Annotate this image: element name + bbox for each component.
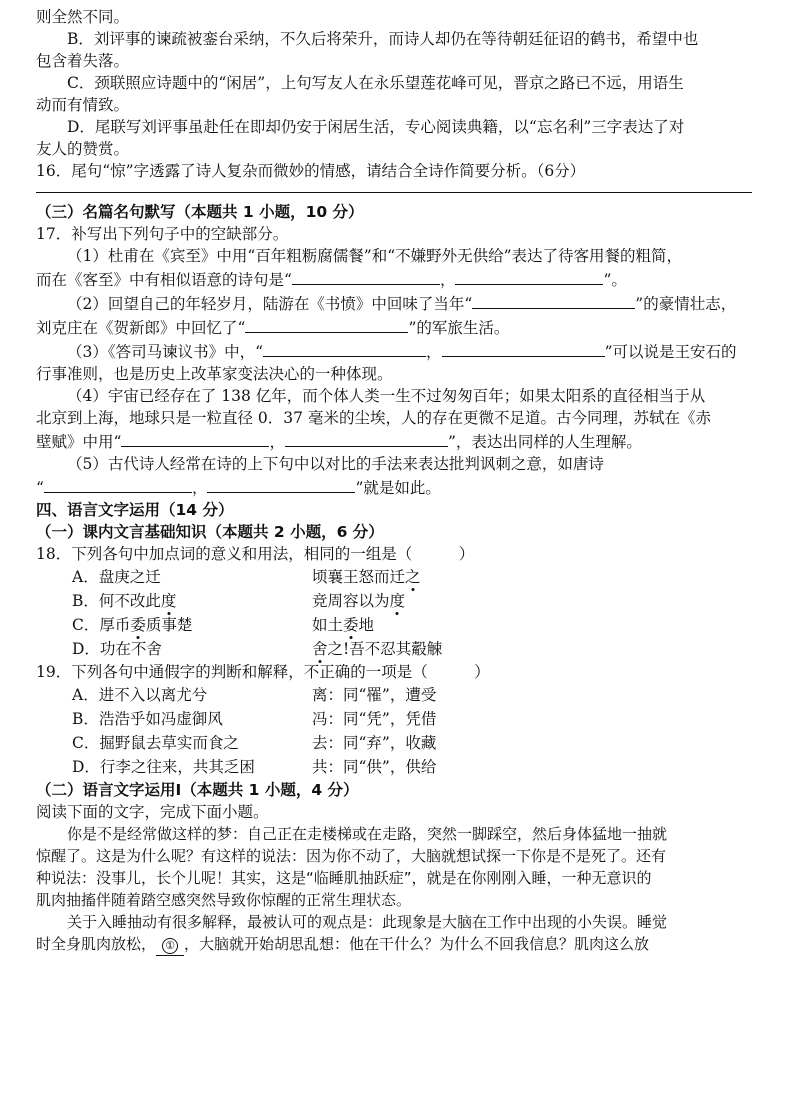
q15-option-c-cont: 动而有情致。	[36, 96, 130, 114]
passage-line: 关于入睡抽动有很多解释，最被认可的观点是：此现象是大脑在工作中出现的小失误。睡觉	[67, 913, 668, 931]
q17-3-blank-a[interactable]	[263, 339, 426, 357]
q17-4-blank-a[interactable]	[121, 429, 269, 447]
q19-option-c[interactable]: C．掘野鼠去草实而食之 去：同“弃”，收藏	[72, 734, 437, 752]
emphasis-dot-char: 舍	[312, 640, 328, 658]
q18-option-d[interactable]: D．功在不舍 舍之!吾不忍其觳觫	[72, 640, 443, 658]
q17-2-blank-a[interactable]	[472, 291, 635, 309]
q17-item1: （1）杜甫在《宾至》中用“百年粗粝腐儒餐”和“不嫌野外无供给”表达了待客用餐的粗简，	[67, 247, 683, 265]
q17-5-blank-b[interactable]	[207, 475, 355, 493]
q19-option-d[interactable]: D．行李之往来，共其乏困 共：同“供”，供给	[72, 758, 437, 776]
q16-stem: 16．尾句“惊”字透露了诗人复杂而微妙的情感，请结合全诗作简要分析。（6分）	[36, 162, 586, 180]
passage-line: 你是不是经常做这样的梦：自己正在走楼梯或在走路，突然一脚踩空，然后身体猛地一抽就	[67, 825, 668, 843]
subsection2-heading: （二）语言文字运用Ⅰ（本题共 1 小题，4 分）	[36, 781, 359, 799]
emphasis-dot-char: 度	[160, 592, 177, 610]
q15-option-b: B．刘评事的谏疏被銮台采纳，不久后将荣升，而诗人却仍在等待朝廷征诏的鹤书，希望中也	[67, 30, 699, 48]
q17-4-blank-b[interactable]	[285, 429, 448, 447]
blank-1-marker[interactable]: ①	[156, 933, 184, 956]
q17-1-blank-b[interactable]	[455, 267, 603, 285]
emphasis-dot-char: 委	[130, 616, 146, 634]
q17-1-blank-a[interactable]	[292, 267, 440, 285]
emphasis-dot-char: 度	[389, 592, 406, 610]
q17-stem: 17．补写出下列句子中的空缺部分。	[36, 225, 289, 243]
q20-intro: 阅读下面的文字，完成下面小题。	[36, 803, 269, 821]
q17-item4: （4）宇宙已经存在了 138 亿年，而个体人类一生不过匆匆百年；如果太阳系的直径相当于从	[67, 387, 706, 405]
passage-line: 种说法：没事儿，长个儿呢！其实，这是“临睡肌抽跃症”，就是在你刚刚入睡，一种无意识的	[36, 869, 652, 887]
passage-line: 肌肉抽搐伴随着踏空感突然导致你惊醒的正常生理状态。	[36, 891, 412, 909]
q17-item3-cont: 行事准则，也是历史上改革家变法决心的一种体现。	[36, 365, 393, 383]
q17-item1-cont: 而在《客至》中有相似语意的诗句是“ ， ”。	[36, 267, 778, 291]
q18-option-c[interactable]: C．厚币委质事楚 如土委地	[72, 616, 375, 634]
q17-5-blank-a[interactable]	[44, 475, 192, 493]
section4-heading: 四、语言文字运用（14 分）	[36, 501, 234, 519]
q18-option-b[interactable]: B．何不改此度 竞周容以为度	[72, 592, 406, 610]
q17-item3: （3）《答司马谏议书》中，“ ， ”可以说是王安石的	[36, 339, 778, 363]
q17-item5-cont: “ ， ”就是如此。	[36, 475, 778, 499]
q15-option-b-cont: 包含着失落。	[36, 52, 130, 70]
q17-3-blank-b[interactable]	[442, 339, 605, 357]
emphasis-dot-char: 委	[343, 616, 359, 634]
q17-item2: （2）回望自己的年轻岁月，陆游在《书愤》中回味了当年“ ”的豪情壮志，	[36, 291, 778, 315]
q15-option-c: C．颈联照应诗题中的“闲居”，上句写友人在永乐望莲花峰可见，晋京之路已不远，用语生	[67, 74, 684, 92]
q15-tail: 则全然不同。	[36, 8, 130, 26]
section3-heading: （三）名篇名句默写（本题共 1 小题，10 分）	[36, 203, 364, 221]
emphasis-dot-char: 之	[405, 568, 421, 586]
q15-option-d-cont: 友人的赞赏。	[36, 140, 130, 158]
q19-option-a[interactable]: A．进不入以离尤兮 离：同“罹”，遭受	[72, 686, 437, 704]
q18-option-a[interactable]: A．盘庚之迁 顷襄王怒而迁之	[72, 568, 421, 586]
q17-item5: （5）古代诗人经常在诗的上下句中以对比的手法来表达批判讽刺之意，如唐诗	[67, 455, 604, 473]
q17-2-blank-b[interactable]	[245, 315, 408, 333]
q18-stem: 18．下列各句中加点词的意义和用法，相同的一组是（ ）	[36, 545, 475, 563]
subsection1-heading: （一）课内文言基础知识（本题共 2 小题，6 分）	[36, 523, 384, 541]
q17-item2-cont: 刘克庄在《贺新郎》中回忆了“ ”的军旅生活。	[36, 315, 778, 339]
exam-page	[36, 6, 778, 956]
q19-option-b[interactable]: B．浩浩乎如冯虚御风 冯：同“凭”，凭借	[72, 710, 437, 728]
passage-line: 时全身肌肉放松， ① ，大脑就开始胡思乱想：他在干什么？为什么不回我信息？肌肉这么放	[36, 933, 778, 956]
q19-stem: 19．下列各句中通假字的判断和解释，不正确的一项是（ ）	[36, 663, 490, 681]
q16-answer-line[interactable]	[36, 182, 752, 193]
q15-option-d: D．尾联写刘评事虽赴任在即却仍安于闲居生活，专心阅读典籍，以“忘名利”三字表达了对	[67, 118, 685, 136]
q17-item4-cont: 北京到上海，地球只是一粒直径 0．37 毫米的尘埃，人的存在更微不足道。古今同理，苏轼在《赤	[36, 409, 711, 427]
q17-item4-cont2: 壁赋》中用“ ， ”，表达出同样的人生理解。	[36, 429, 778, 453]
passage-line: 惊醒了。这是为什么呢？有这样的说法：因为你不动了，大脑就想试探一下你是不是死了。还有	[36, 847, 667, 865]
